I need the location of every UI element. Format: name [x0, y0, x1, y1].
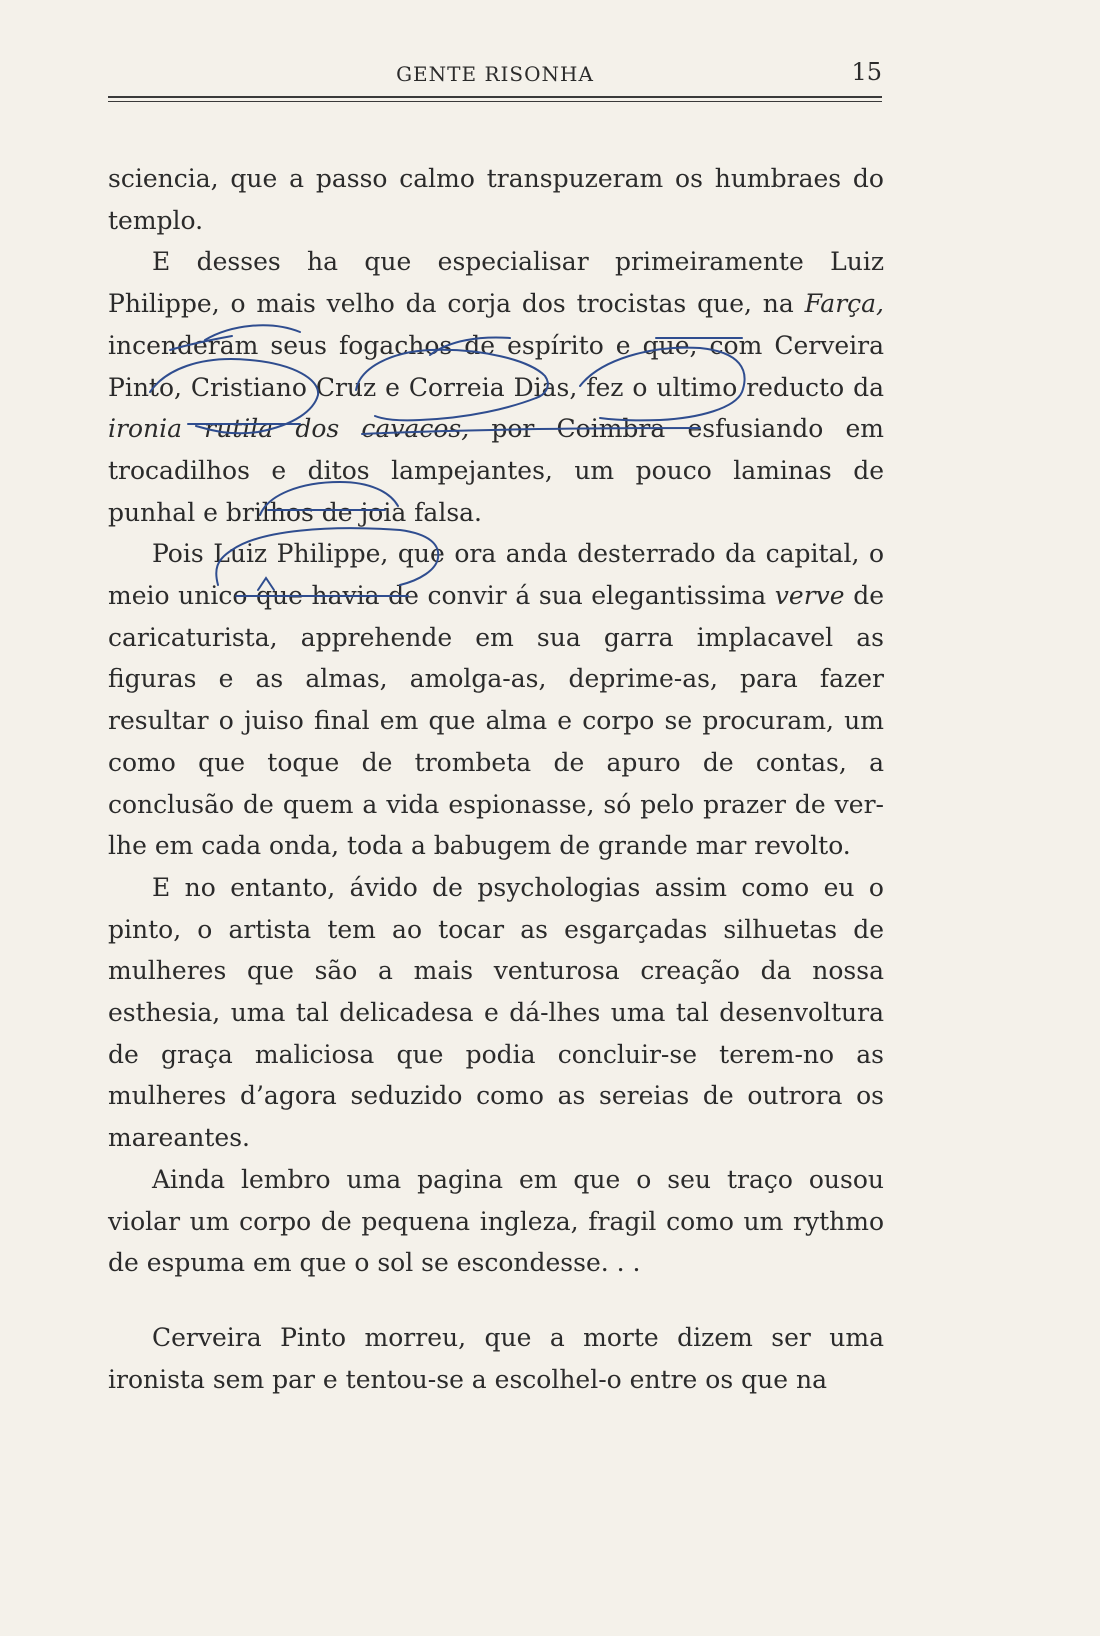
paragraph	[108, 867, 884, 1159]
header-rule-thin	[108, 101, 882, 102]
italic-text: ironia rutila dos cavacos,	[108, 414, 470, 444]
page-number: 15	[851, 58, 882, 86]
text-run: Cerveira Pinto morreu, que a morte dizem ser uma ironista sem par e tentou-se a escolhel-o entre os que na	[108, 1322, 884, 1394]
running-title: GENTE RISONHA	[396, 62, 594, 86]
text-run: por Coimbra esfusiando em trocadilhos e ditos lampejantes, um pouco laminas de punhal e brilhos de joia falsa.	[108, 414, 884, 527]
paragraph	[108, 1159, 884, 1284]
italic-text: Farça,	[804, 289, 884, 319]
paragraph	[108, 1317, 884, 1400]
text-run: de caricaturista, apprehende em sua garra implacavel as figuras e as almas, amolga-as, deprime-as, para fazer resultar o juiso final em que alma e corpo se procuram, um como que toque de trombeta de apuro de contas, a conclusão de quem a vida espionasse, só pelo prazer de ver-lhe em cada onda, toda a babugem de grande mar revolto.	[108, 581, 884, 861]
text-run: sciencia, que a passo calmo transpuzeram os humbraes do templo.	[108, 164, 884, 235]
header-rule	[108, 96, 882, 98]
paragraph	[108, 158, 884, 241]
paragraph	[108, 241, 884, 533]
text-run: E desses ha que especialisar primeiramente Luiz Philippe, o mais velho da corja dos trocistas que, na	[108, 247, 884, 319]
paragraph	[108, 533, 884, 867]
italic-text: verve	[774, 581, 845, 611]
running-header	[108, 58, 882, 90]
text-run: Pois Luiz Philippe, que ora anda desterrado da capital, o meio unico que havia de convir á sua elegantissima	[108, 539, 884, 611]
text-run: E no entanto, ávido de psychologias assim como eu o pinto, o artista tem ao tocar as esgarçadas silhuetas de mulheres que são a mais venturosa creação da nossa esthesia, uma tal delicadesa e dá-lhes uma tal desenvoltura de graça maliciosa que podia concluir-se terem-no as mulheres d’agora seduzido como as sereias de outrora os mareantes.	[108, 872, 884, 1153]
text-run: incenderam seus fogachos de espírito e que, com Cerveira Pinto, Cristiano Cruz e Correia Dias, fez o ultimo reducto da	[108, 330, 884, 402]
text-run: Ainda lembro uma pagina em que o seu traço ousou violar um corpo de pequena ingleza, fragil como um rythmo de espuma em que o sol se escondesse. . .	[108, 1164, 884, 1278]
body-text	[108, 158, 884, 1400]
